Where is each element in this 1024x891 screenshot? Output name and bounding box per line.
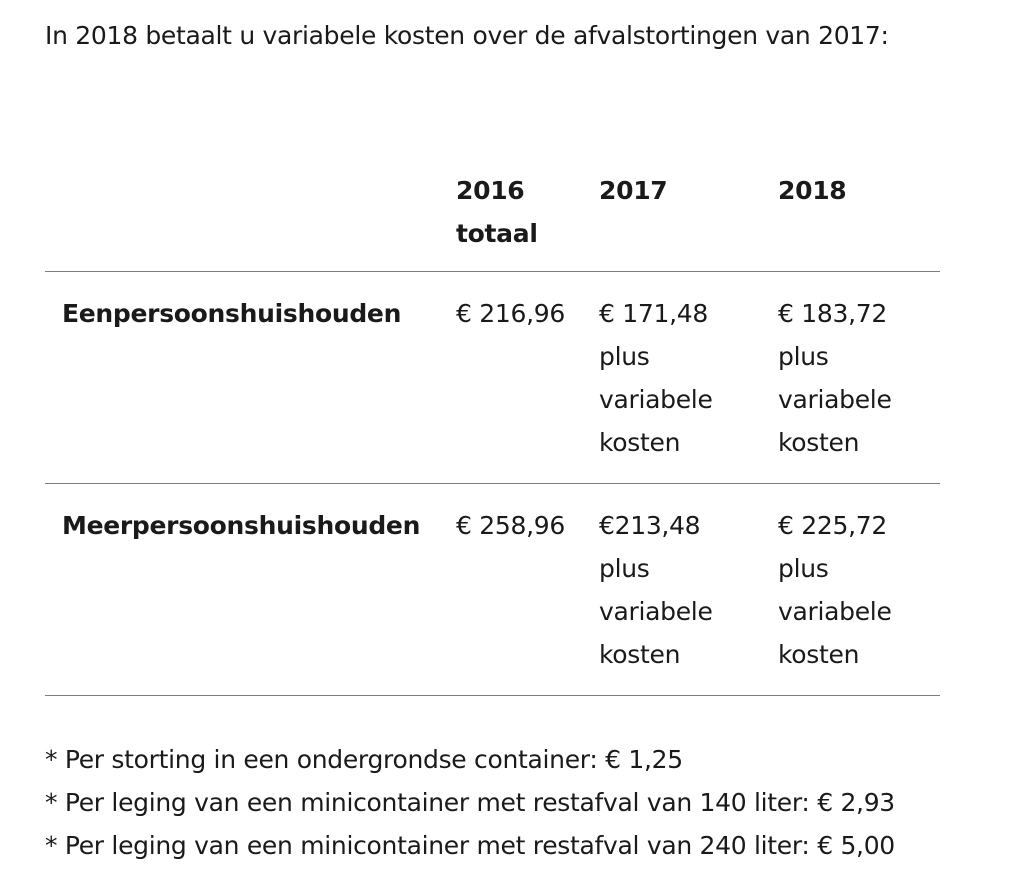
cell-2017-amount: €213,48 [599,511,701,540]
footnote-item: * Per leging van een minicontainer met restafval van 240 liter: € 5,00 [45,831,895,860]
cell-2017 [599,272,778,484]
cell-2018-line4: kosten [778,428,860,457]
cell-2018-line2: plus [778,342,829,371]
cell-2017-amount: € 171,48 [599,299,708,328]
header-2016-total: totaal [456,219,538,248]
cell-2016: € 258,96 [456,511,565,540]
cell-2017-line3: variabele [599,385,713,414]
table-body [45,272,940,696]
header-2016 [456,164,599,272]
cell-2018-line3: variabele [778,597,892,626]
cell-2017 [599,484,778,696]
row-label: Eenpersoonshuishouden [62,299,402,328]
header-2016-year: 2016 [456,176,525,205]
cell-2017-line3: variabele [599,597,713,626]
footnote-item: * Per storting in een ondergrondse container: € 1,25 [45,745,683,774]
cell-2018 [778,272,940,484]
cell-2018-amount: € 225,72 [778,511,887,540]
cell-2017-line2: plus [599,554,650,583]
table-header [45,164,940,272]
cell-2017-line4: kosten [599,428,681,457]
table-row [45,484,940,696]
cell-2018-line3: variabele [778,385,892,414]
cell-2017-line2: plus [599,342,650,371]
header-row [45,164,940,272]
intro-text: In 2018 betaalt u variabele kosten over de afvalstortingen van 2017: [45,21,889,50]
cost-table [45,164,940,696]
footnotes [45,738,895,867]
row-label: Meerpersoonshuishouden [62,511,421,540]
cell-2018 [778,484,940,696]
cell-2018-amount: € 183,72 [778,299,887,328]
footnote-item: * Per leging van een minicontainer met restafval van 140 liter: € 2,93 [45,788,895,817]
header-2018: 2018 [778,176,847,205]
cell-2017-line4: kosten [599,640,681,669]
table-row [45,272,940,484]
cell-2018-line4: kosten [778,640,860,669]
header-label [45,164,456,272]
cell-2016: € 216,96 [456,299,565,328]
header-2017: 2017 [599,176,668,205]
cell-2018-line2: plus [778,554,829,583]
